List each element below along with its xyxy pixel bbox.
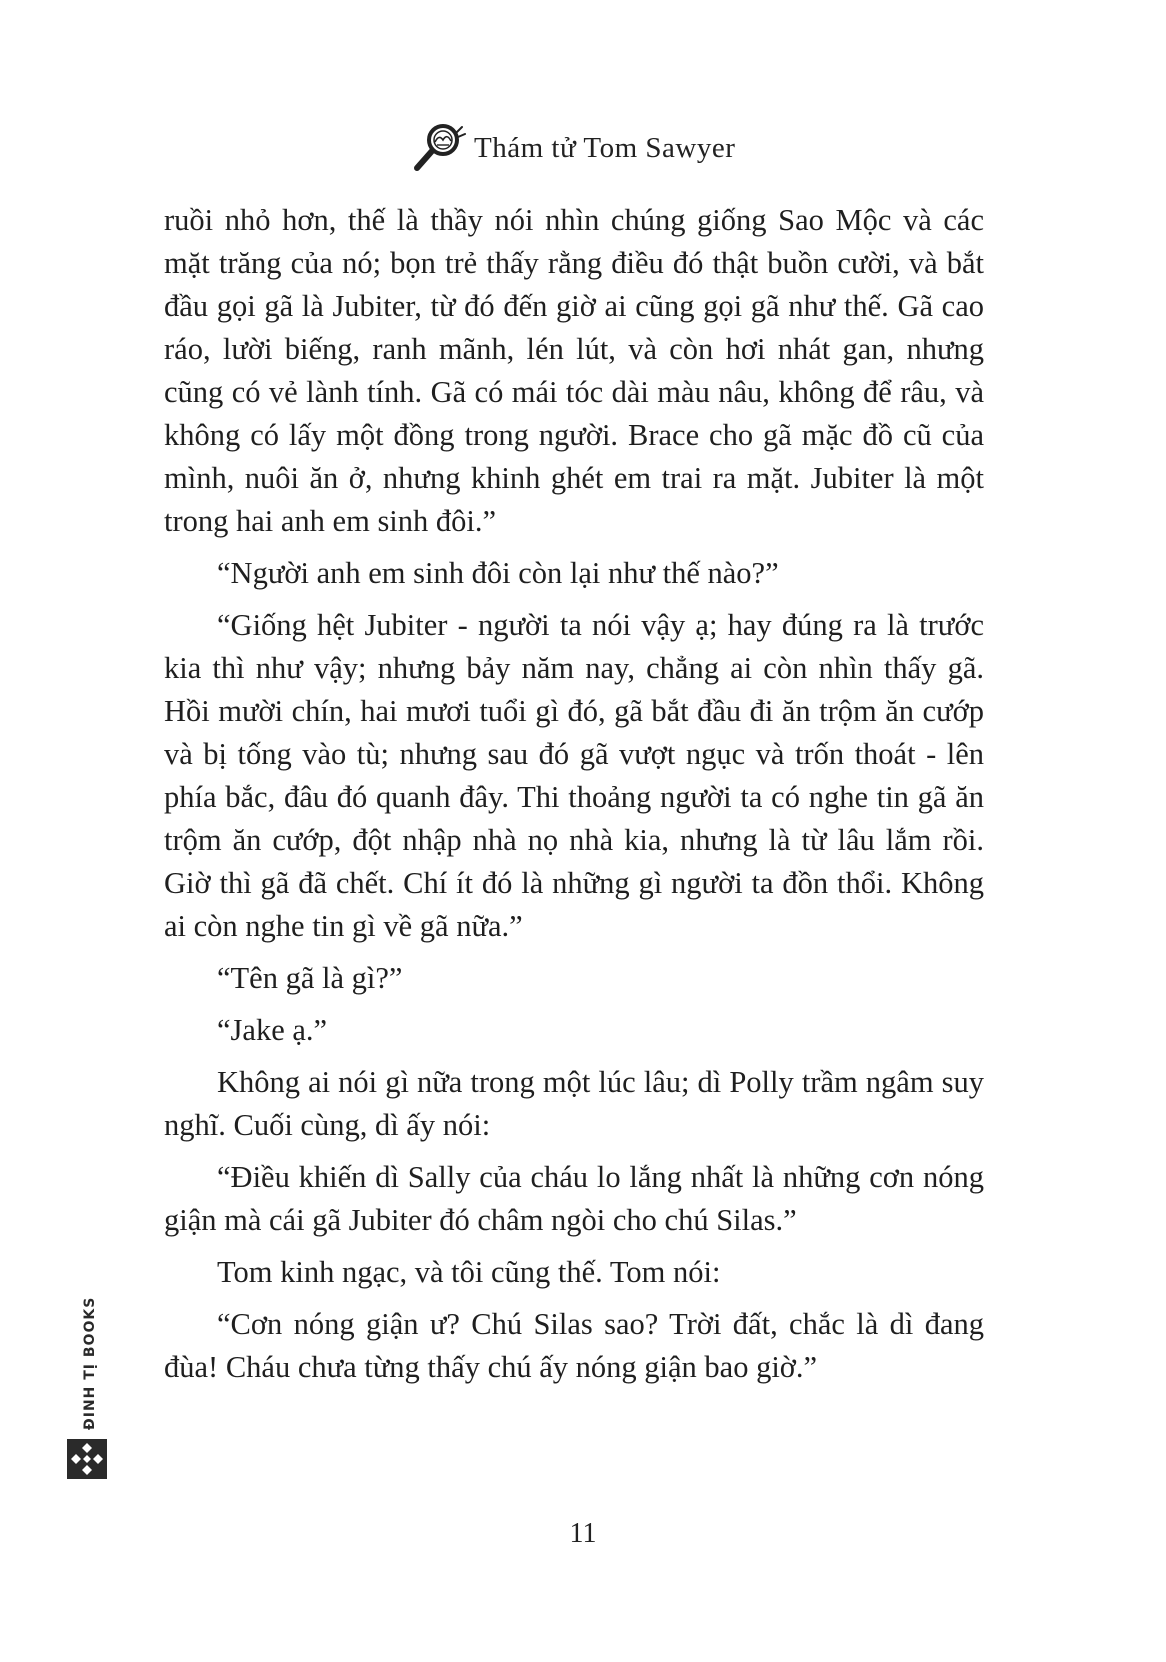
body-text	[164, 199, 984, 1398]
running-header	[0, 118, 1166, 178]
paragraph: “Cơn nóng giận ư? Chú Silas sao? Trời đất, chắc là dì đang đùa! Cháu chưa từng thấy chú ấy nóng giận bao giờ.”	[164, 1307, 984, 1384]
paragraph: “Tên gã là gì?”	[217, 961, 403, 995]
paragraph: “Giống hệt Jubiter - người ta nói vậy ạ; hay đúng ra là trước kia thì như vậy; nhưng bảy năm nay, chẳng ai còn nhìn thấy gã. Hồi mười chín, hai mươi tuổi gì đó, gã bắt đầu đi ăn trộm ăn cướp và bị tống vào tù; nhưng sau đó gã vượt ngục và trốn thoát - lên phía bắc, đâu đó quanh đây. Thi thoảng người ta có nghe tin gã ăn trộm ăn cướp, đột nhập nhà nọ nhà kia, nhưng là từ lâu lắm rồi. Giờ thì gã đã chết. Chí ít đó là những gì người ta đồn thổi. Không ai còn nghe tin gì về gã nữa.”	[164, 608, 984, 943]
running-header-inner	[412, 118, 735, 178]
magnifying-glass-icon	[412, 123, 468, 173]
paragraph: “Người anh em sinh đôi còn lại như thế nào?”	[217, 556, 779, 590]
book-title: Thám tử Tom Sawyer	[474, 131, 736, 164]
paragraph: “Điều khiến dì Sally của cháu lo lắng nhất là những cơn nóng giận mà cái gã Jubiter đó châm ngòi cho chú Silas.”	[164, 1160, 984, 1237]
paragraph: “Jake ạ.”	[217, 1013, 328, 1047]
diamond-lattice-logo-icon	[66, 1438, 108, 1480]
paragraph: ruồi nhỏ hơn, thế là thầy nói nhìn chúng giống Sao Mộc và các mặt trăng của nó; bọn trẻ thấy rằng điều đó thật buồn cười, và bắt đầu gọi gã là Jubiter, từ đó đến giờ ai cũng gọi gã như thế. Gã cao ráo, lười biếng, ranh mãnh, lén lút, và còn hơi nhát gan, nhưng cũng có vẻ lành tính. Gã có mái tóc dài màu nâu, không để râu, và không có lấy một đồng trong người. Brace cho gã mặc đồ cũ của mình, nuôi ăn ở, nhưng khinh ghét em trai ra mặt. Jubiter là một trong hai anh em sinh đôi.”	[164, 203, 984, 538]
page-number: 11	[569, 1518, 597, 1549]
paragraph: Tom kinh ngạc, và tôi cũng thế. Tom nói:	[217, 1255, 721, 1289]
publisher-name: ĐINH TỊ BOOKS	[82, 1296, 98, 1430]
publisher-mark	[64, 1296, 112, 1460]
paragraph: Không ai nói gì nữa trong một lúc lâu; dì Polly trầm ngâm suy nghĩ. Cuối cùng, dì ấy nói:	[164, 1065, 984, 1142]
